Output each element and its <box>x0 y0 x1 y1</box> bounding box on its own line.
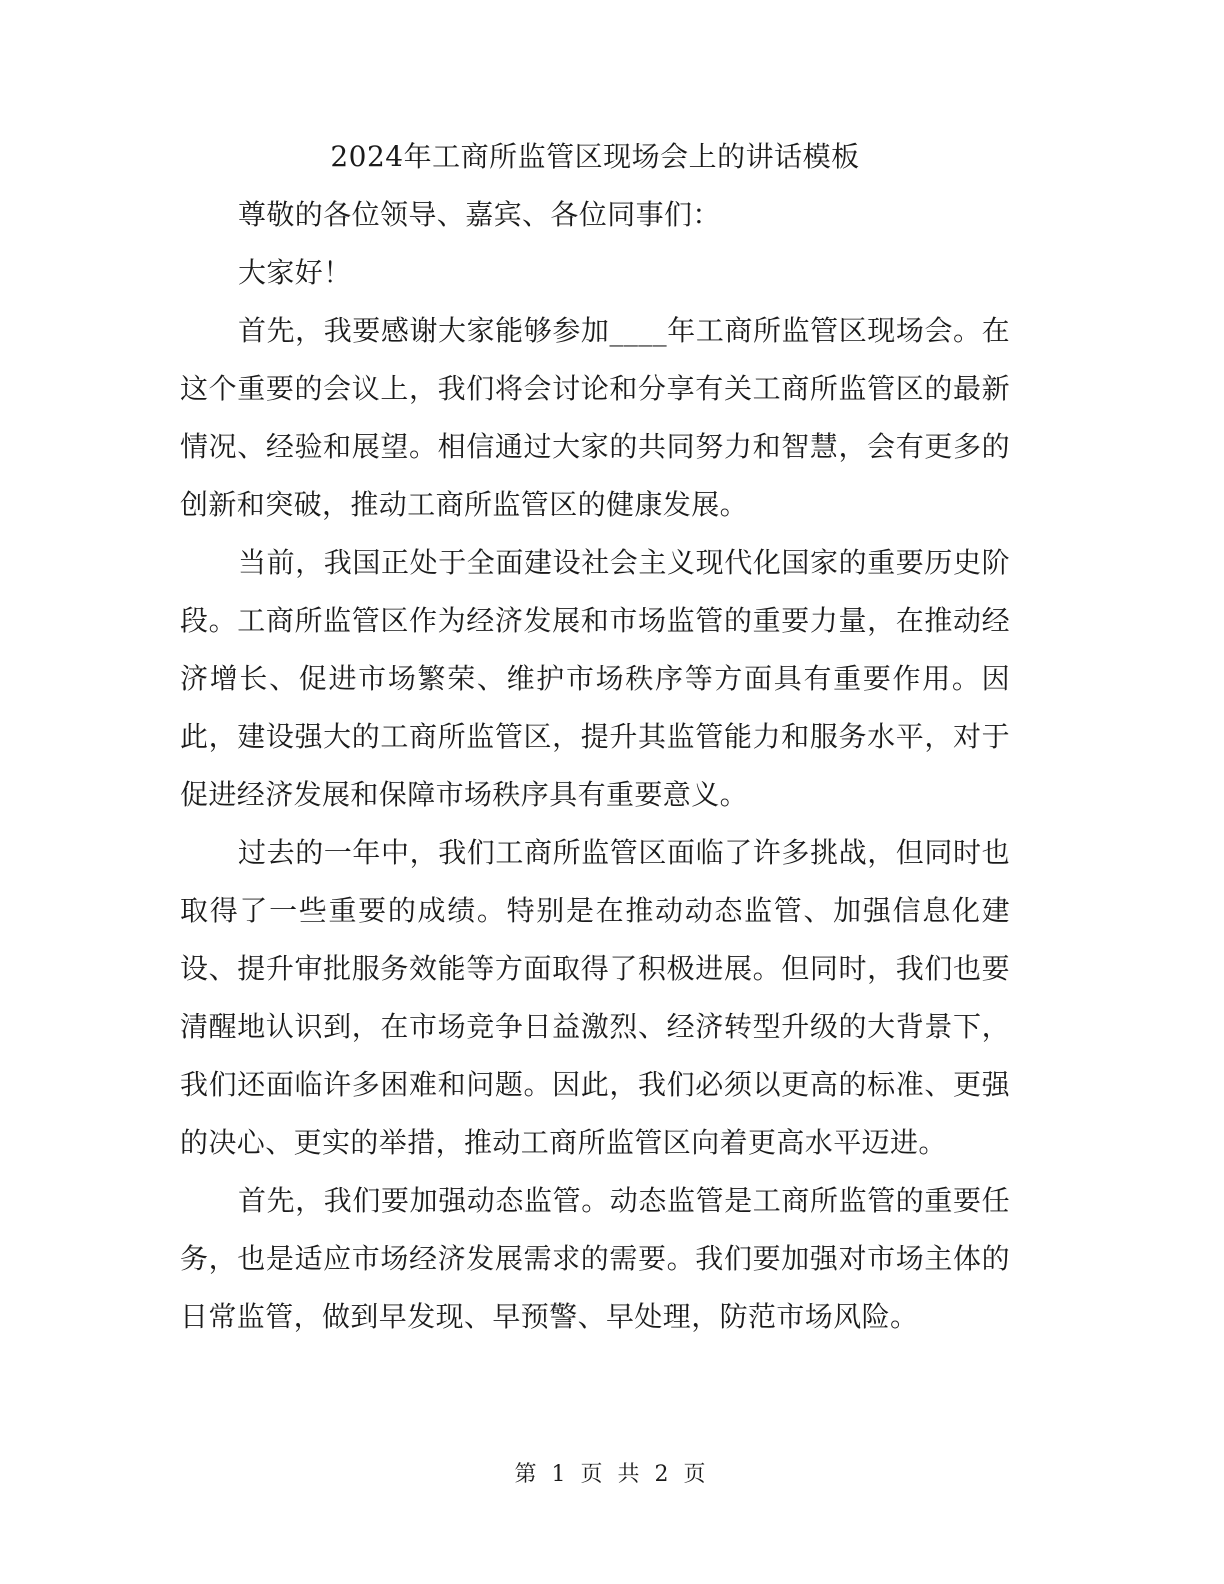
document-body <box>180 128 1010 1346</box>
page-footer <box>0 1460 1224 1490</box>
body-paragraph: 首先，我们要加强动态监管。动态监管是工商所监管的重要任务，也是适应市场经济发展需求的需要。我们要加强对市场主体的日常监管，做到早发现、早预警、早处理，防范市场风险。 <box>180 1184 1010 1333</box>
greeting-paragraph: 大家好！ <box>238 256 352 289</box>
body-paragraph: 当前，我国正处于全面建设社会主义现代化国家的重要历史阶段。工商所监管区作为经济发展和市场监管的重要力量，在推动经济增长、促进市场繁荣、维护市场秩序等方面具有重要作用。因此，建设强大的工商所监管区，提升其监管能力和服务水平，对于促进经济发展和保障市场秩序具有重要意义。 <box>180 546 1010 811</box>
page-indicator: 第 1 页 共 2 页 <box>514 1462 710 1487</box>
body-paragraph: 首先，我要感谢大家能够参加____年工商所监管区现场会。在这个重要的会议上，我们将会讨论和分享有关工商所监管区的最新情况、经验和展望。相信通过大家的共同努力和智慧，会有更多的创新和突破，推动工商所监管区的健康发展。 <box>180 314 1010 521</box>
salutation-paragraph: 尊敬的各位领导、嘉宾、各位同事们： <box>238 198 721 231</box>
body-paragraph: 过去的一年中，我们工商所监管区面临了许多挑战，但同时也取得了一些重要的成绩。特别是在推动动态监管、加强信息化建设、提升审批服务效能等方面取得了积极进展。但同时，我们也要清醒地认识到，在市场竞争日益激烈、经济转型升级的大背景下，我们还面临许多困难和问题。因此，我们必须以更高的标准、更强的决心、更实的举措，推动工商所监管区向着更高水平迈进。 <box>180 836 1010 1159</box>
document-title: 2024年工商所监管区现场会上的讲话模板 <box>330 140 860 173</box>
